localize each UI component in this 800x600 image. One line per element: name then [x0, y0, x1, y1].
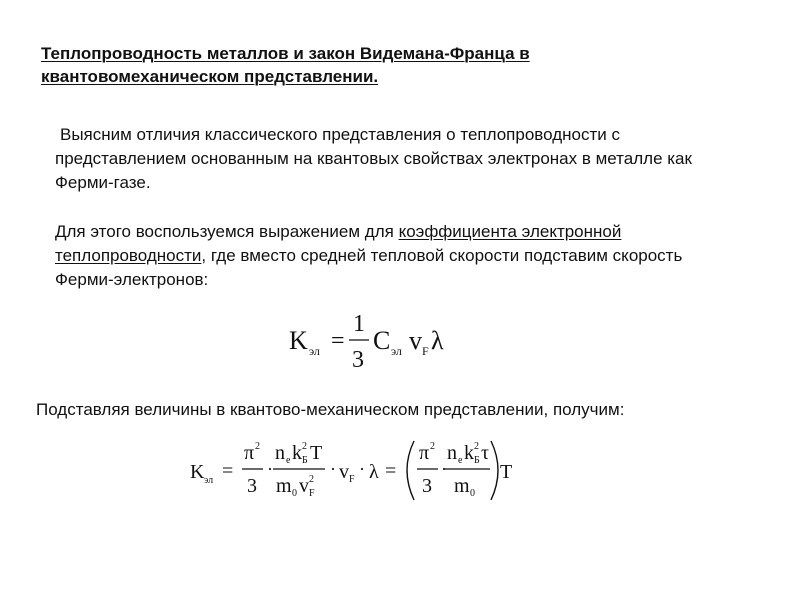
formula2-kb-sub: Б — [302, 455, 308, 466]
thermal-conductivity-formula — [285, 305, 455, 375]
formula2-left-paren — [407, 441, 414, 500]
formula2-pi-exp: 2 — [255, 441, 260, 452]
formula2-t: T — [310, 442, 323, 464]
formula2-kb: k — [292, 442, 302, 464]
formula2-kb-b-exp: 2 — [474, 441, 479, 452]
formula2-pi: π — [244, 442, 255, 464]
formula1-c-sub: эл — [391, 344, 402, 358]
formula2-kb-b: k — [464, 442, 474, 464]
formula2-pi-b-exp: 2 — [430, 441, 435, 452]
coefficient-link[interactable]: коэффициента электронной теплопроводности — [55, 222, 622, 265]
formula1-numerator: 1 — [353, 311, 365, 337]
formula2-n-b-sub: e — [458, 455, 463, 466]
formula2-m-sub: 0 — [292, 488, 297, 499]
formula1-denominator: 3 — [352, 347, 364, 373]
formula2-t-b: T — [500, 461, 513, 483]
formula1-k-sub: эл — [309, 344, 320, 358]
wiedemann-franz-formula — [188, 438, 518, 504]
formula2-three-b: 3 — [422, 475, 432, 497]
formula2-vf-sub: F — [309, 488, 315, 499]
formula2-n-sub: e — [286, 455, 291, 466]
formula2-tau: τ — [481, 442, 490, 464]
formula2-vf2: v — [339, 461, 349, 483]
formula2-pi-b: π — [419, 442, 430, 464]
formula1-equals: = — [331, 328, 345, 354]
intro-paragraph — [55, 123, 745, 195]
formula2-n: n — [275, 442, 285, 464]
formula2-m-b-sub: 0 — [470, 488, 475, 499]
formula1-v-sub: F — [422, 344, 429, 358]
formula2-lambda: λ — [369, 461, 379, 483]
formula2-vf2-sub: F — [349, 474, 355, 485]
substitute-text: Подставляя величины в квантово-механическом представлении, получим: — [36, 400, 625, 419]
formula2-dot-b: · — [330, 459, 336, 479]
formula2-equals: = — [222, 460, 234, 482]
slide-title: Теплопроводность металлов и закон Видемана-Франца в квантовомеханическом представлении. — [41, 44, 530, 86]
formula2-m-b: m — [454, 475, 470, 497]
formula1-c: C — [373, 326, 391, 355]
formula2-three-a: 3 — [247, 475, 257, 497]
formula2-vf: v — [299, 475, 309, 497]
formula2-vf-exp: 2 — [309, 474, 314, 485]
formula2-k-sub: эл — [204, 475, 214, 486]
formula2-kb-exp: 2 — [302, 441, 307, 452]
formula2-dot-d: · — [441, 459, 447, 479]
formula2-right-paren — [491, 441, 498, 500]
formula1-v: v — [409, 326, 422, 355]
formula2-dot-c: · — [359, 459, 365, 479]
formula1-k: K — [289, 326, 308, 355]
formula2-m: m — [276, 475, 292, 497]
intro-paragraph-text: Выясним отличия классического представления о теплопроводности с представлением основанным на квантовых свойствах электронах в металле как Ферми-газе. — [55, 125, 692, 192]
formula2-dot-a: · — [267, 459, 273, 479]
formula2-kb-b-sub: Б — [474, 455, 480, 466]
formula2-equals-b: = — [385, 460, 397, 482]
method-paragraph-start: Для этого воспользуемся выражением для — [55, 222, 399, 241]
formula1-lambda: λ — [431, 326, 444, 355]
method-paragraph — [55, 220, 745, 292]
method-paragraph-end: , где вместо средней тепловой скорости подставим скорость Ферми-электронов: — [55, 246, 683, 289]
formula2-n-b: n — [447, 442, 457, 464]
formula2-k: K — [190, 461, 205, 483]
